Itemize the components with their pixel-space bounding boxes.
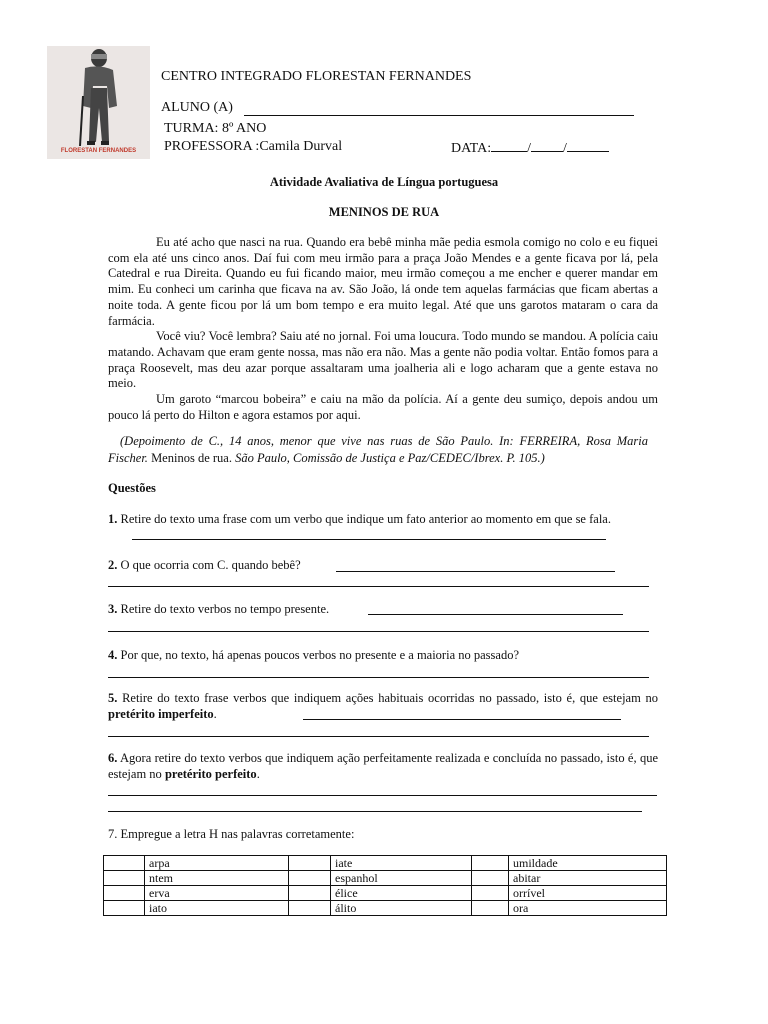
blank-cell[interactable] bbox=[289, 886, 331, 901]
blank-cell[interactable] bbox=[289, 901, 331, 916]
blank-cell[interactable] bbox=[472, 856, 509, 871]
word-cell: umildade bbox=[509, 856, 667, 871]
logo-caption: FLORESTAN FERNANDES bbox=[60, 148, 137, 154]
answer-line-4[interactable] bbox=[108, 677, 649, 678]
table-row bbox=[104, 871, 667, 886]
question-number: 6. bbox=[108, 751, 118, 765]
word-cell: álito bbox=[331, 901, 472, 916]
blank-cell[interactable] bbox=[472, 886, 509, 901]
question-6 bbox=[108, 750, 658, 782]
question-text: O que ocorria com C. quando bebê? bbox=[120, 558, 301, 572]
word-cell: iato bbox=[145, 901, 289, 916]
citation-part-2: Meninos de rua. bbox=[151, 451, 232, 465]
blank-cell[interactable] bbox=[472, 871, 509, 886]
citation bbox=[108, 433, 648, 467]
question-number: 5. bbox=[108, 691, 118, 705]
text-title: MENINOS DE RUA bbox=[328, 205, 440, 219]
paragraph: Você viu? Você lembra? Saiu até no jornal. Foi uma loucura. Todo mundo se mandou. A polícia caiu matando. Achavam que eram gente nossa, mas não era não. Mas a gente não podia voltar. Então fomos para a praça Roosevelt, mas deu azar porque assaltaram uma joalheria ali e logo acharam que a gente estava no meio. bbox=[108, 329, 658, 391]
answer-line-6a[interactable] bbox=[108, 795, 657, 796]
word-cell: orrível bbox=[509, 886, 667, 901]
questions-title: Questões bbox=[108, 481, 156, 495]
blank-cell[interactable] bbox=[289, 871, 331, 886]
blank-cell[interactable] bbox=[104, 871, 145, 886]
question-number: 2. bbox=[108, 558, 118, 572]
reading-text bbox=[108, 235, 658, 423]
question-7: 7. Empregue a letra H nas palavras corretamente: bbox=[108, 827, 355, 841]
question-keyword: pretérito imperfeito bbox=[108, 707, 214, 721]
answer-line-1[interactable] bbox=[132, 539, 606, 540]
answer-line-2a[interactable] bbox=[336, 571, 615, 572]
answer-line-3b[interactable] bbox=[108, 631, 649, 632]
word-cell: espanhol bbox=[331, 871, 472, 886]
blank-cell[interactable] bbox=[472, 901, 509, 916]
blank-cell[interactable] bbox=[104, 886, 145, 901]
answer-line-2b[interactable] bbox=[108, 586, 649, 587]
question-number: 4. bbox=[108, 648, 118, 662]
citation-part-3: São Paulo, Comissão de Justiça e Paz/CEDEC/Ibrex. P. 105.) bbox=[235, 451, 545, 465]
blank-cell[interactable] bbox=[104, 901, 145, 916]
answer-line-3a[interactable] bbox=[368, 614, 623, 615]
question-number: 3. bbox=[108, 602, 118, 616]
word-cell: erva bbox=[145, 886, 289, 901]
blank-cell[interactable] bbox=[289, 856, 331, 871]
professora-label: PROFESSORA :Camila Durval bbox=[164, 139, 343, 154]
data-field: DATA: / / bbox=[451, 139, 609, 157]
paragraph: Um garoto “marcou bobeira” e caiu na mão da polícia. Aí a gente deu sumiço, depois andou um pouco lá perto do Hilton e agora estamos por aqui. bbox=[108, 392, 658, 422]
answer-line-5a[interactable] bbox=[303, 719, 621, 720]
question-4 bbox=[108, 647, 658, 663]
word-cell: arpa bbox=[145, 856, 289, 871]
paragraph: Eu até acho que nasci na rua. Quando era bebê minha mãe pedia esmola comigo no colo e eu fiquei com ela até uns cinco anos. Daí fui com meu irmão para a praça João Mendes e a gente ficava por lá, pela Catedral e rua Direita. Quando eu fui ficando maior, meu irmão começou a me encher e querer mandar em mim. Eu conheci um carinha que ficava na av. São João, lá onde tem aquelas farmácias que ficam abertas a noite toda. A gente ficou por lá um bom tempo e era muito legal. Até que uns garotos mataram o cara da farmácia. bbox=[108, 235, 658, 328]
question-5 bbox=[108, 690, 658, 722]
question-1 bbox=[108, 511, 658, 527]
question-text: Por que, no texto, há apenas poucos verbos no presente e a maioria no passado? bbox=[120, 648, 519, 662]
question-text: Retire do texto uma frase com um verbo que indique um fato anterior ao momento em que se fala. bbox=[120, 512, 611, 526]
florestan-portrait-image bbox=[47, 46, 150, 159]
activity-title: Atividade Avaliativa de Língua portuguesa bbox=[269, 175, 499, 189]
blank-cell[interactable] bbox=[104, 856, 145, 871]
school-logo bbox=[47, 46, 150, 159]
word-cell: élice bbox=[331, 886, 472, 901]
data-month-line[interactable] bbox=[531, 139, 563, 152]
table-row bbox=[104, 886, 667, 901]
word-cell: ora bbox=[509, 901, 667, 916]
answer-line-6b[interactable] bbox=[108, 811, 642, 812]
table-row bbox=[104, 901, 667, 916]
data-label: DATA: bbox=[451, 141, 492, 156]
data-year-line[interactable] bbox=[567, 139, 609, 152]
word-cell: ntem bbox=[145, 871, 289, 886]
aluno-label: ALUNO (A) bbox=[161, 100, 233, 115]
question-text: Retire do texto frase verbos que indiquem ações habituais ocorridas no passado, isto é, que estejam no bbox=[122, 691, 659, 705]
word-cell: iate bbox=[331, 856, 472, 871]
question-punct: . bbox=[213, 707, 217, 721]
aluno-input-line[interactable] bbox=[244, 115, 634, 116]
question-text: Retire do texto verbos no tempo presente. bbox=[120, 602, 330, 616]
data-day-line[interactable] bbox=[491, 139, 527, 152]
citation-part-1: (Depoimento de C., 14 anos, menor que vive nas ruas de São Paulo. In: FERREIRA, Rosa Maria Fischer. bbox=[108, 434, 648, 465]
table-row bbox=[104, 856, 667, 871]
question-keyword: pretérito perfeito bbox=[164, 767, 257, 781]
question-number: 1. bbox=[108, 512, 118, 526]
turma-label: TURMA: 8º ANO bbox=[164, 121, 267, 136]
answer-line-5b[interactable] bbox=[108, 736, 649, 737]
h-word-table bbox=[103, 855, 667, 916]
school-name: CENTRO INTEGRADO FLORESTAN FERNANDES bbox=[161, 69, 472, 84]
word-cell: abitar bbox=[509, 871, 667, 886]
question-punct: . bbox=[256, 767, 260, 781]
question-text: Agora retire do texto verbos que indiquem ação perfeitamente realizada e concluída no passado, isto é, que estejam no bbox=[108, 751, 658, 781]
